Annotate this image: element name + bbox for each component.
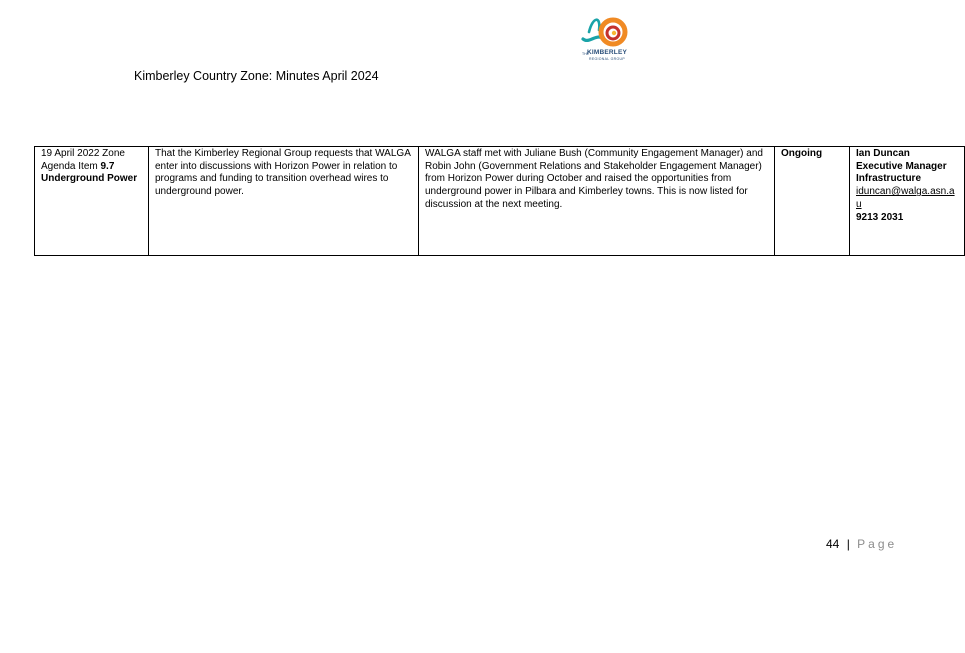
contact-name: Ian Duncan — [856, 148, 910, 159]
update-cell — [419, 147, 775, 256]
resolution-text: That the Kimberley Regional Group requests that WALGA enter into discussions with Horizon Power in relation to programs and funding to transition overhead wires to underground power. — [155, 148, 411, 198]
resolution-cell — [149, 147, 419, 256]
agenda-item-cell — [35, 147, 149, 256]
item-number: 9.7 — [100, 160, 115, 172]
logo-name-text: KIMBERLEY — [586, 49, 628, 56]
table-row — [35, 147, 965, 256]
item-title: Underground Power — [41, 173, 138, 185]
logo-the-text: THE — [582, 52, 589, 56]
kimberley-regional-group-logo — [579, 12, 631, 66]
page-number-footer — [826, 537, 897, 551]
status-text: Ongoing — [781, 148, 823, 159]
contact-cell — [850, 147, 965, 256]
contact-phone: 9213 2031 — [856, 211, 904, 223]
logo-sub-text: REGIONAL GROUP — [589, 56, 625, 61]
contact-email-link[interactable]: iduncan@walga.asn.au — [856, 186, 955, 210]
page-word: Page — [857, 537, 898, 551]
item-prefix: 19 April 2022 Zone Agenda Item — [41, 148, 125, 172]
contact-role: Executive Manager Infrastructure — [856, 160, 947, 185]
page-number: 44 — [826, 537, 840, 551]
logo-swirl-icon — [579, 12, 631, 52]
document-title: Kimberley Country Zone: Minutes April 2024 — [134, 69, 379, 83]
page-separator: | — [846, 537, 850, 551]
update-text: WALGA staff met with Juliane Bush (Community Engagement Manager) and Robin John (Government Relations and Stakeholder Engagement Manager) from Horizon Power during October and raised the opportunities from underground power in Pilbara and Kimberley towns. This is now listed for discussion at the next meeting. — [425, 148, 763, 210]
action-items-table — [34, 146, 965, 256]
status-cell — [775, 147, 850, 256]
